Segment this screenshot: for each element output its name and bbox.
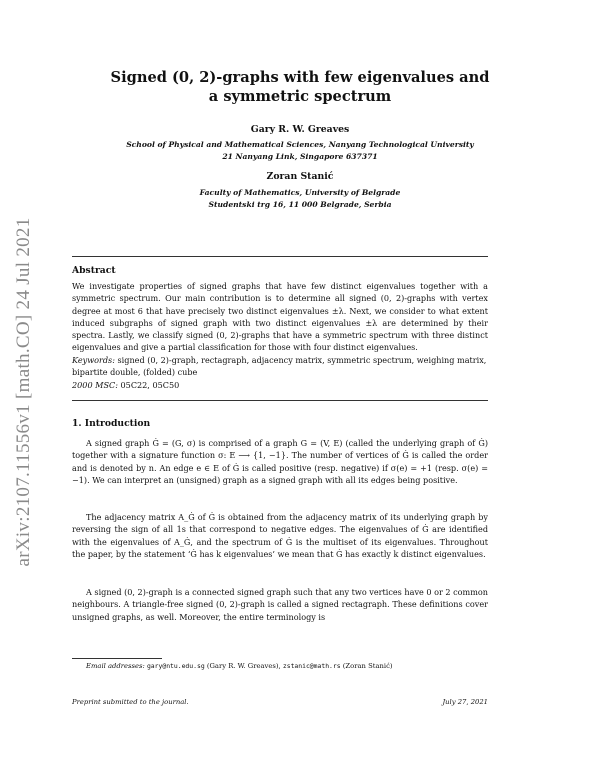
preprint-date: July 27, 2021 bbox=[442, 698, 488, 706]
paper-title bbox=[0, 68, 600, 106]
keywords-label: Keywords: bbox=[72, 355, 115, 365]
msc-label: 2000 MSC: bbox=[72, 380, 118, 390]
email-owner: (Zoran Stanić) bbox=[342, 662, 393, 670]
affiliation-address: Studentski trg 16, 11 000 Belgrade, Serbia bbox=[208, 200, 392, 209]
footnote-emails bbox=[86, 662, 393, 670]
affiliation-line: School of Physical and Mathematical Sciences, Nanyang Technological University bbox=[126, 140, 474, 149]
email-link[interactable]: zstanic@math.rs bbox=[282, 662, 341, 670]
keywords bbox=[72, 354, 488, 379]
affiliation-address: 21 Nanyang Link, Singapore 637371 bbox=[222, 152, 378, 161]
author-affiliation bbox=[0, 139, 600, 163]
footnote-label: Email addresses: bbox=[86, 662, 145, 670]
top-divider bbox=[72, 256, 488, 257]
title-line-2: a symmetric spectrum bbox=[208, 88, 392, 105]
preprint-note: Preprint submitted to the journal. bbox=[72, 698, 189, 706]
intro-paragraph: A signed graph Ġ = (G, σ) is comprised of a graph G = (V, E) (called the underlying graph of Ġ) together with a signature function σ: E ⟶ {1, −1}. The number of vertices of Ġ is called the order and is denoted by n. An edge e ∈ E of Ġ is called positive (resp. negative) if σ(e) = +1 (resp. σ(e) = −1). We can interpret an (unsigned) graph as a signed graph with all its edges being positive. bbox=[72, 438, 488, 485]
author-affiliation bbox=[0, 187, 600, 211]
email-owner: (Gary R. W. Greaves), bbox=[206, 662, 281, 670]
msc-codes bbox=[72, 379, 488, 391]
arxiv-identifier: arXiv:2107.11556v1 [math.CO] 24 Jul 2021 bbox=[13, 217, 34, 567]
section-heading: 1. Introduction bbox=[72, 418, 151, 429]
abstract-heading: Abstract bbox=[72, 265, 116, 276]
arxiv-stamp bbox=[8, 0, 40, 776]
intro-paragraph: A signed (0, 2)-graph is a connected signed graph such that any two vertices have 0 or 2 common neighbours. A triangle-free signed (0, 2)-graph is called a signed rectagraph. These definitions cover unsigned graphs, as well. Moreover, the entire terminology is bbox=[72, 587, 488, 622]
msc-values: 05C22, 05C50 bbox=[120, 380, 180, 390]
keywords-list: signed (0, 2)-graph, rectagraph, adjacency matrix, symmetric spectrum, weighing matrix, bipartite double, (folded) cube bbox=[72, 355, 487, 378]
intro-paragraph: The adjacency matrix A_Ġ of Ġ is obtained from the adjacency matrix of its underlying graph by reversing the sign of all 1s that correspond to negative edges. The eigenvalues of Ġ are identified with the eigenvalues of A_Ġ, and the spectrum of Ġ is the multiset of its eigenvalues. Throughout the paper, by the statement ‘Ġ has k eigenvalues’ we mean that Ġ has exactly k distinct eigenvalues. bbox=[72, 512, 488, 559]
email-link[interactable]: gary@ntu.edu.sg bbox=[146, 662, 205, 670]
footnote-rule bbox=[72, 658, 162, 659]
author-name: Zoran Stanić bbox=[266, 171, 334, 182]
affiliation-line: Faculty of Mathematics, University of Belgrade bbox=[199, 188, 401, 197]
abstract-text: We investigate properties of signed graphs that have few distinct eigenvalues together with a symmetric spectrum. Our main contribution is to determine all signed (0, 2)-graphs with vertex degree at most 6 that have precisely two distinct eigenvalues ±λ. Next, we consider to what extent induced subgraphs of signed graph with two distinct eigenvalues ±λ are determined by their spectra. Lastly, we classify signed (0, 2)-graphs that have a symmetric spectrum with three distinct eigenvalues and give a partial classification for those with four distinct eigenvalues. bbox=[72, 281, 488, 353]
title-line-1: Signed (0, 2)-graphs with few eigenvalues and bbox=[110, 69, 490, 86]
abstract-divider bbox=[72, 400, 488, 401]
author-name: Gary R. W. Greaves bbox=[250, 124, 350, 135]
